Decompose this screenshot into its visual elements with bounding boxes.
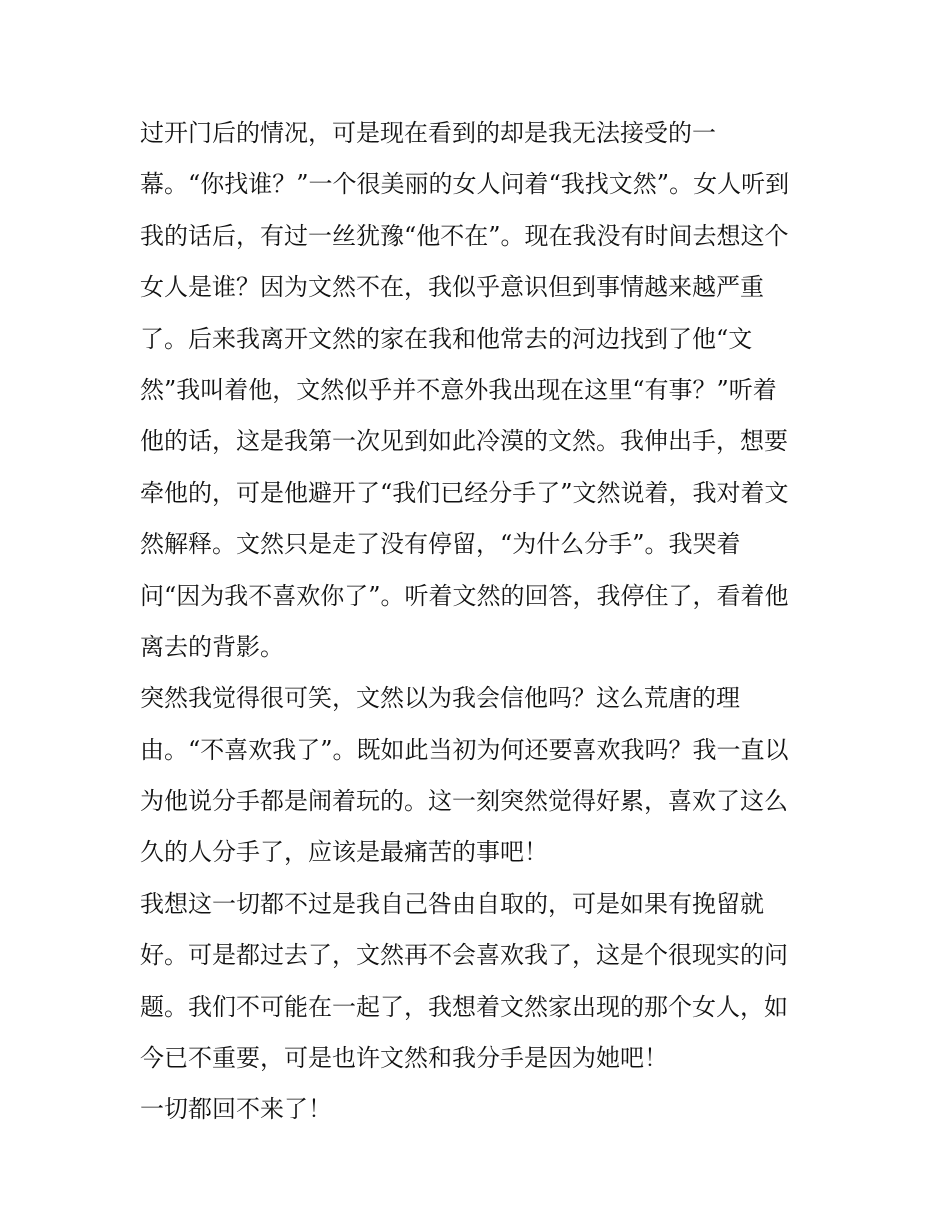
text-line: 题。我们不可能在一起了，我想着文然家出现的那个女人，如 (140, 992, 788, 1021)
text-line: 为他说分手都是闹着玩的。这一刻突然觉得好累，喜欢了这么 (140, 787, 788, 816)
text-line: 过开门后的情况，可是现在看到的却是我无法接受的一 (140, 119, 716, 147)
text-line: 了。后来我离开文然的家在我和他常去的河边找到了他“文 (140, 324, 753, 353)
text-line: 我的话后，有过一丝犹豫“他不在”。现在我没有时间去想这个 (140, 221, 789, 250)
text-line: 我想这一切都不过是我自己咎由自取的，可是如果有挽留就 (140, 889, 764, 918)
text-line: 久的人分手了，应该是最痛苦的事吧！ (140, 838, 548, 867)
text-line: 牵他的，可是他避开了“我们已经分手了”文然说着，我对着文 (140, 478, 789, 507)
text-line: 幕。“你找谁？”一个很美丽的女人问着“我找文然”。女人听到 (140, 170, 790, 199)
text-line: 然”我叫着他，文然似乎并不意外我出现在这里“有事？”听着 (140, 375, 777, 404)
text-line: 一切都回不来了！ (140, 1095, 332, 1124)
text-line: 好。可是都过去了，文然再不会喜欢我了，这是个很现实的问 (140, 941, 788, 970)
body-text (140, 108, 812, 1136)
text-line: 由。“不喜欢我了”。既如此当初为何还要喜欢我吗？我一直以 (140, 735, 789, 764)
text-line: 突然我觉得很可笑，文然以为我会信他吗？这么荒唐的理 (140, 684, 740, 713)
text-line: 然解释。文然只是走了没有停留，“为什么分手”。我哭着 (140, 530, 741, 559)
text-line: 问“因为我不喜欢你了”。听着文然的回答，我停住了，看着他 (140, 581, 789, 610)
text-line: 今已不重要，可是也许文然和我分手是因为她吧！ (140, 1044, 668, 1073)
text-line: 他的话，这是我第一次见到如此冷漠的文然。我伸出手，想要 (140, 427, 788, 456)
text-line: 女人是谁？因为文然不在，我似乎意识但到事情越来越严重 (140, 273, 764, 302)
text-line: 离去的背影。 (140, 632, 284, 661)
